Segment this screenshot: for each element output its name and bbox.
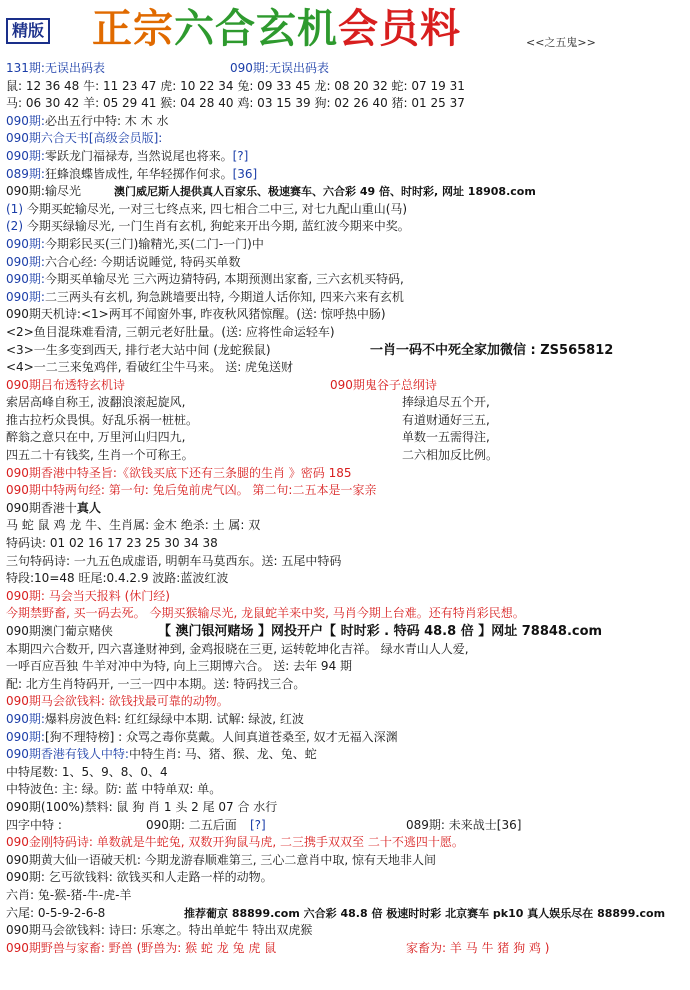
text-segment: 090期黄大仙一语破天机: 今期龙游春顺难第三, 三心二意肖中取, 惊有天地非人间 [6, 852, 437, 867]
text-line [6, 113, 686, 131]
text-line [6, 869, 686, 887]
text-line [6, 553, 686, 571]
text-line [6, 905, 686, 923]
text-line [6, 887, 686, 905]
text-segment: 本期四六合数开, 四六喜逢财神到, 金鸡报晓在三更, 运转乾坤化吉祥。 绿水青山人人爱, [6, 641, 469, 656]
text-segment: [狗不理特榜] : 众骂之毒你莫戴。人间真道苍桑至, 奴才无福入深渊 [44, 729, 398, 744]
text-segment: 单数一五需得注, [402, 430, 490, 445]
text-segment: 捧绿追尽五个开, [402, 395, 490, 410]
text-line [6, 746, 686, 764]
text-line [6, 940, 686, 958]
text-line [6, 623, 686, 641]
text-line [6, 799, 686, 817]
text-segment: 特段:10=48 旺尾:0.4.2.9 波路:蓝波红波 [6, 571, 229, 586]
title-char: 会 [338, 6, 379, 52]
text-segment: 090期香港中特圣旨:《欲钱买底下还有三条腿的生肖 》密码 185 [6, 465, 352, 480]
text-segment: 090期: [6, 711, 45, 726]
text-segment: 四字中特 : [6, 817, 62, 832]
text-segment: <4>一二三来兔鸡伴, 看破红尘牛马来。 送: 虎兔送财 [6, 360, 294, 375]
text-segment: [?] [232, 148, 249, 163]
title-char: 玄 [256, 6, 297, 52]
text-line [6, 570, 686, 588]
text-segment: 090期天机诗: [6, 307, 81, 322]
text-line [6, 605, 686, 623]
text-segment: 鼠: 12 36 48 牛: 11 23 47 虎: 10 22 34 兔: 09 33 45 龙: 08 20 32 蛇: 07 19 31 [6, 78, 465, 93]
text-segment: 今期买蛇输尽光, 一对三七终点来, 四七相合二中三, 对七九配山重山(马) [26, 201, 408, 216]
text-line [6, 78, 686, 96]
text-line [6, 271, 686, 289]
text-segment: 090期(100%)禁料: 鼠 狗 肖 1 头 2 尾 07 合 水行 [6, 799, 278, 814]
text-segment: 090期: [6, 148, 45, 163]
text-segment: 090期: 马会当天报料 (休门经) [6, 588, 170, 603]
text-segment: 090期香港有钱人中特: [6, 747, 129, 762]
text-segment: 必出五行中特: 木 木 水 [44, 113, 169, 128]
title-char: 六 [174, 6, 215, 52]
text-segment: 090期鬼谷子总纲诗 [330, 377, 437, 392]
text-segment: 090期: [6, 729, 45, 744]
text-segment: 二三两头有玄机, 狗急跳墙要出特, 今期道人话你知, 四来六来有玄机 [44, 289, 404, 304]
text-segment: 六合心经: 今期话说睡觉, 特码买单数 [44, 254, 241, 269]
title-char: 正 [92, 6, 133, 52]
text-segment: 三句特码诗: 一九五色成虚语, 明朝车马莫西东。送: 五尾中特码 [6, 553, 342, 568]
text-line [6, 676, 686, 694]
text-segment: 有道财通好三五, [402, 412, 490, 427]
text-segment: 090期马会欲钱料: 欲钱找最可靠的动物。 [6, 694, 229, 709]
text-segment: 爆料房波色料: 红红绿绿中本期. 试解: 绿波, 红波 [44, 711, 304, 726]
text-line [6, 500, 686, 518]
text-line [6, 148, 686, 166]
text-line [6, 711, 686, 729]
text-segment: 零跃龙门福禄寿, 当然说尾也将来。 [44, 148, 233, 163]
text-line [6, 922, 686, 940]
text-segment: <1>两耳不闻窗外事, 昨夜秋风猪惊醒。(送: 惊呼热中肠) [80, 307, 386, 322]
text-segment: 马: 06 30 42 羊: 05 29 41 猴: 04 28 40 鸡: 03 15 39 狗: 02 26 40 猪: 01 25 37 [6, 96, 465, 111]
text-line [6, 817, 686, 835]
text-segment: 090期香港十 [6, 500, 77, 515]
text-line [6, 289, 686, 307]
header [0, 0, 690, 62]
text-segment: 今期禁野畜, 买一码去死。 今期买猴输尽光, 龙鼠蛇羊来中奖, 马肖今期上台难。还有特肖彩民想。 [6, 606, 525, 621]
text-segment: (2) [6, 219, 27, 234]
text-segment: 一肖一码不中死全家加微信 : ZS565812 [370, 342, 614, 358]
text-line [6, 218, 686, 236]
page-title [92, 6, 461, 52]
text-segment: 090期中特两句经: 第一句: 兔后兔前虎气凶。 第二句:二五本是一家亲 [6, 483, 377, 498]
text-segment: (1) [6, 201, 27, 216]
text-segment: 090期:输尽光 [6, 184, 81, 199]
text-line [6, 764, 686, 782]
text-line [6, 447, 686, 465]
text-segment: 特码诀: 01 02 16 17 23 25 30 34 38 [6, 536, 218, 551]
text-line [6, 359, 686, 377]
text-segment: 中特生肖: 马、猪、猴、龙、兔、蛇 [128, 747, 317, 762]
text-line [6, 641, 686, 659]
text-line [6, 201, 686, 219]
text-segment: 狂蜂浪蝶皆成性, 年华轻掷作何求。 [44, 166, 233, 181]
text-segment: 中特尾数: 1、5、9、8、0、4 [6, 764, 168, 779]
text-segment: 推荐葡京 88899.com 六合彩 48.8 倍 极速时时彩 北京赛车 pk10 真人娱乐尽在 88899.com [184, 906, 666, 920]
content-list [6, 60, 686, 957]
text-segment: 089期: 未来战士[36] [406, 817, 522, 832]
text-segment: <3>一生多变到西天, 排行老大站中间 (龙蛇猴鼠) [6, 342, 271, 357]
text-segment: 今期买单输尽光 三六两边猜特码, 本期预测出家畜, 三六玄机买特码, [44, 272, 404, 287]
text-line [6, 729, 686, 747]
text-segment: [36] [232, 166, 258, 181]
text-segment: 醉翁之意只在中, 万里河山归四九, [6, 430, 186, 445]
subtitle-tag: <<之五鬼>> [526, 36, 596, 49]
text-line [6, 834, 686, 852]
text-line [6, 254, 686, 272]
text-line [6, 535, 686, 553]
text-segment: 090期吕布透特玄机诗 [6, 377, 125, 392]
text-line [6, 306, 686, 324]
edition-badge: 精版 [6, 18, 50, 44]
text-segment: 二六相加反比例。 [402, 448, 499, 463]
text-segment: 090期: 乞丐欲钱料: 欲钱买和人走路一样的动物。 [6, 870, 273, 885]
text-line [6, 781, 686, 799]
text-line [6, 60, 686, 78]
text-line [6, 183, 686, 201]
text-line [6, 236, 686, 254]
text-line [6, 482, 686, 500]
text-segment: <2>鱼目混珠难看清, 三朝元老好肚量。(送: 应将性命运轻车) [6, 324, 335, 339]
text-line [6, 852, 686, 870]
text-segment: 090期马会欲钱料: 诗曰: 乐寒之。特出单蛇牛 特出双虎猴 [6, 923, 313, 938]
text-line [6, 95, 686, 113]
text-segment: 今期彩民买(三门)输精光,买(二门-一门)中 [44, 236, 264, 251]
text-segment: 131期:无误出码表 [6, 61, 105, 75]
text-segment: 澳门威尼斯人提供真人百家乐、极速赛车、六合彩 49 倍、时时彩, 网址 18908.com [114, 185, 536, 199]
text-segment: 089期: [6, 166, 45, 181]
text-line [6, 429, 686, 447]
text-line [6, 588, 686, 606]
text-segment: 090期澳门葡京赌侠 [6, 624, 113, 638]
text-line [6, 517, 686, 535]
text-segment: 配: 北方生肖特码开, 一三一四中本期。送: 特码找三合。 [6, 676, 306, 691]
text-segment: 090期: [6, 272, 45, 287]
text-line [6, 412, 686, 430]
text-segment: 推古拉朽众畏惧。好乱乐祸一桩桩。 [6, 412, 199, 427]
text-segment: 090期: [6, 113, 45, 128]
text-segment: 090期六合天书[高级会员版]: [6, 131, 163, 146]
text-segment: 四五二十有钱奖, 生肖一个可称王。 [6, 448, 194, 463]
text-segment: [?] [250, 817, 266, 832]
text-line [6, 324, 686, 342]
text-line [6, 377, 686, 395]
text-segment: 真人 [76, 500, 101, 515]
text-segment: 090期: [6, 236, 45, 251]
text-segment: 090期: [6, 254, 45, 269]
text-line [6, 465, 686, 483]
text-segment: 090期: 二五后面 [146, 817, 237, 832]
text-segment: 090期野兽与家畜: 野兽 (野兽为: 猴 蛇 龙 兔 虎 鼠 [6, 940, 277, 955]
text-segment: 一呼百应吾独 牛羊对冲中为特, 向上三期博六合。 送: 去年 94 期 [6, 659, 353, 674]
text-segment: 【 澳门银河赌场 】网投开户【 时时彩 . 特码 48.8 倍 】网址 78848.com [158, 624, 603, 639]
text-segment: 索居高峰自称王, 波翻浪滚起旋风, [6, 395, 186, 410]
text-segment: 今期买绿输尽光, 一门生肖有玄机, 狗蛇来开出今期, 蓝红波今期来中奖。 [26, 219, 410, 234]
text-line [6, 394, 686, 412]
title-char: 员 [379, 6, 420, 52]
text-segment: 马 蛇 鼠 鸡 龙 牛、生肖属: 金木 绝杀: 土 属: 双 [6, 518, 261, 533]
title-char: 料 [420, 6, 461, 52]
text-segment: 中特波色: 主: 绿。防: 蓝 中特单双: 单。 [6, 782, 222, 797]
text-segment: 090金刚特码诗: 单数就是牛蛇兔, 双数开狗鼠马虎, 二三携手双双至 二十不逃四十愿。 [6, 835, 464, 850]
title-char: 机 [297, 6, 338, 52]
text-line [6, 130, 686, 148]
title-char: 宗 [133, 6, 174, 52]
text-segment: 六尾: 0-5-9-2-6-8 [6, 905, 106, 920]
text-segment: 090期:无误出码表 [230, 61, 329, 75]
text-segment: 090期: [6, 289, 45, 304]
text-line [6, 166, 686, 184]
text-line [6, 658, 686, 676]
text-line [6, 693, 686, 711]
text-segment: 六肖: 兔-猴-猪-牛-虎-羊 [6, 887, 132, 902]
text-segment: 家畜为: 羊 马 牛 猪 狗 鸡 ) [406, 940, 550, 955]
text-line [6, 342, 686, 360]
title-char: 合 [215, 6, 256, 52]
